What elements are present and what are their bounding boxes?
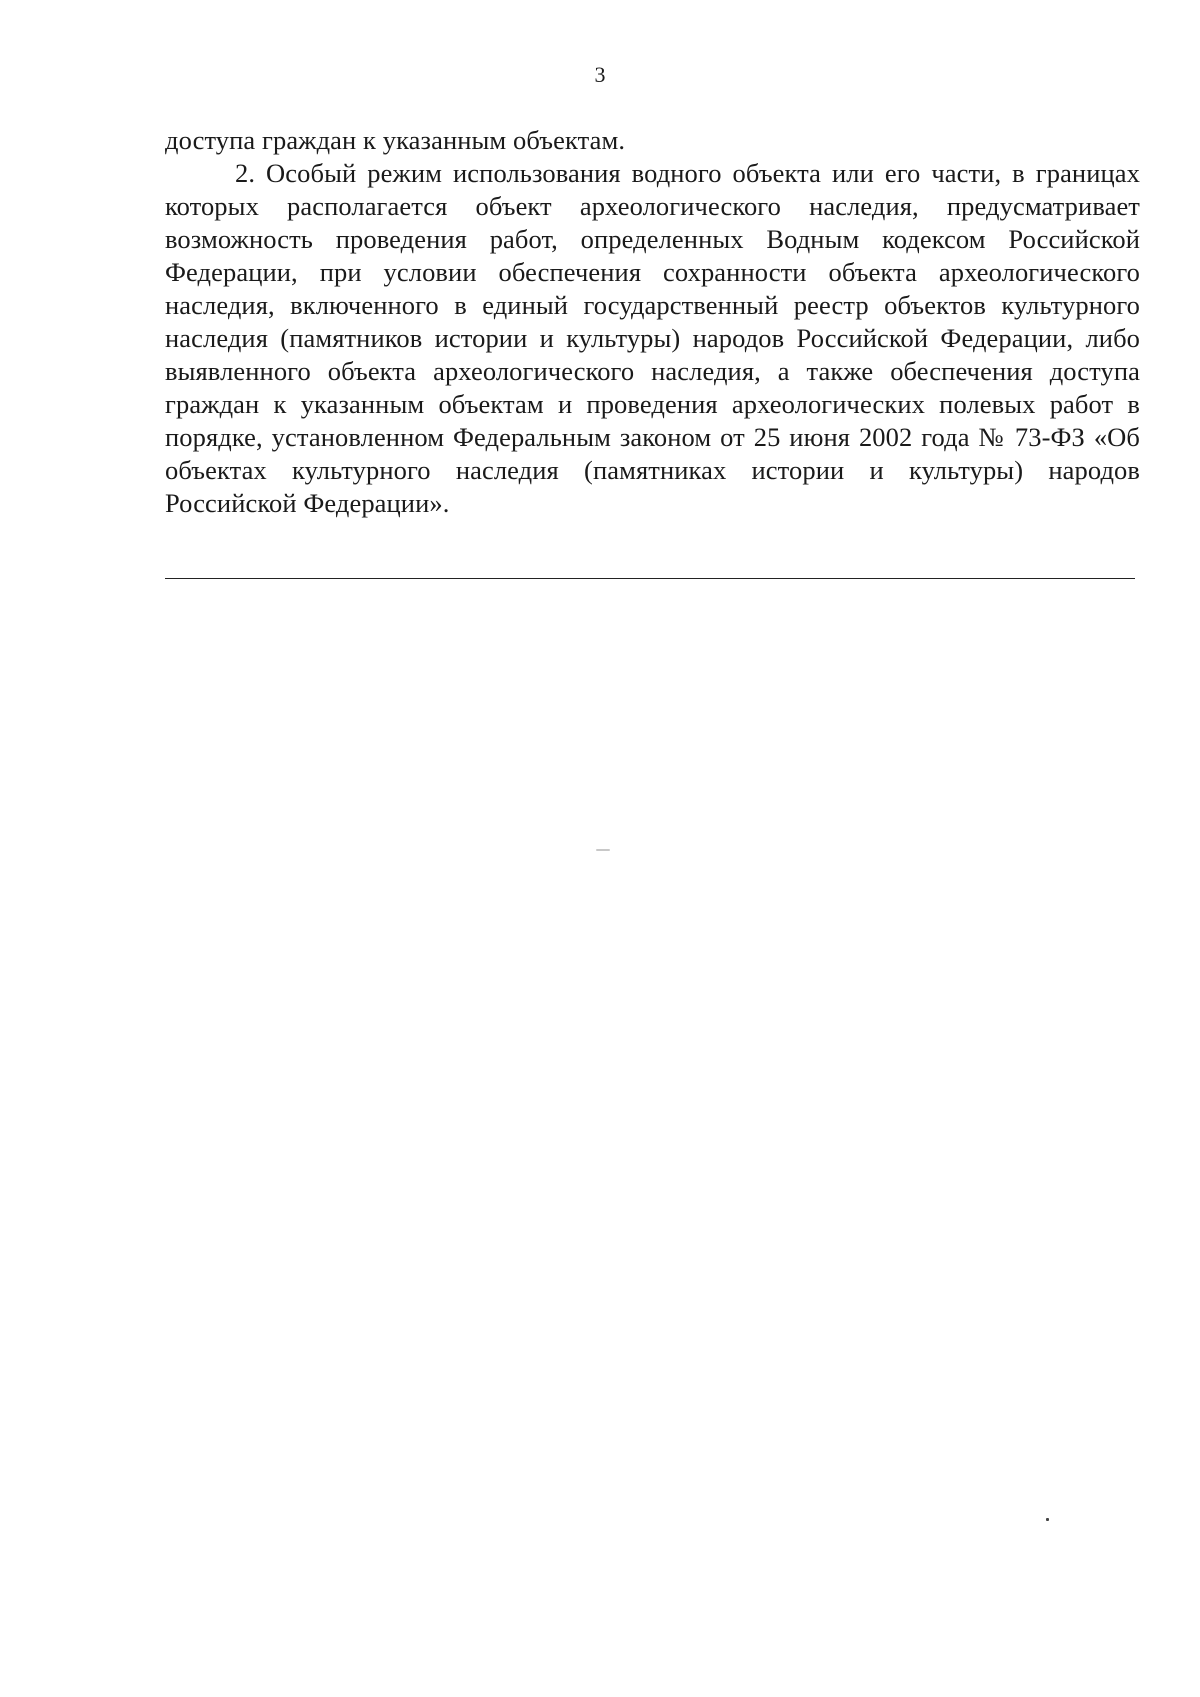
paragraph-item-2: 2. Особый режим использования водного объекта или его части, в границах которых располагается объект археологического наследия, предусматривает возможность проведения работ, определенных Водным кодексом Российской Федерации, при условии обеспечения сохранности объекта археологического наследия, включенного в единый государственный реестр объектов культурного наследия (памятников истории и культуры) народов Российской Федерации, либо выявленного объекта археологического наследия, а также обеспечения доступа граждан к указанным объектам и проведения археологических полевых работ в порядке, установленном Федеральным законом от 25 июня 2002 года № 73-ФЗ «Об объектах культурного наследия (памятниках истории и культуры) народов Российской Федерации».: [165, 158, 1140, 518]
scan-speck: [596, 849, 610, 851]
end-of-document-rule: [165, 578, 1135, 579]
paragraph-continuation: доступа граждан к указанным объектам.: [165, 125, 626, 155]
page-number: 3: [594, 62, 606, 87]
scan-speck: [1046, 1518, 1049, 1521]
document-body: [165, 124, 1140, 520]
